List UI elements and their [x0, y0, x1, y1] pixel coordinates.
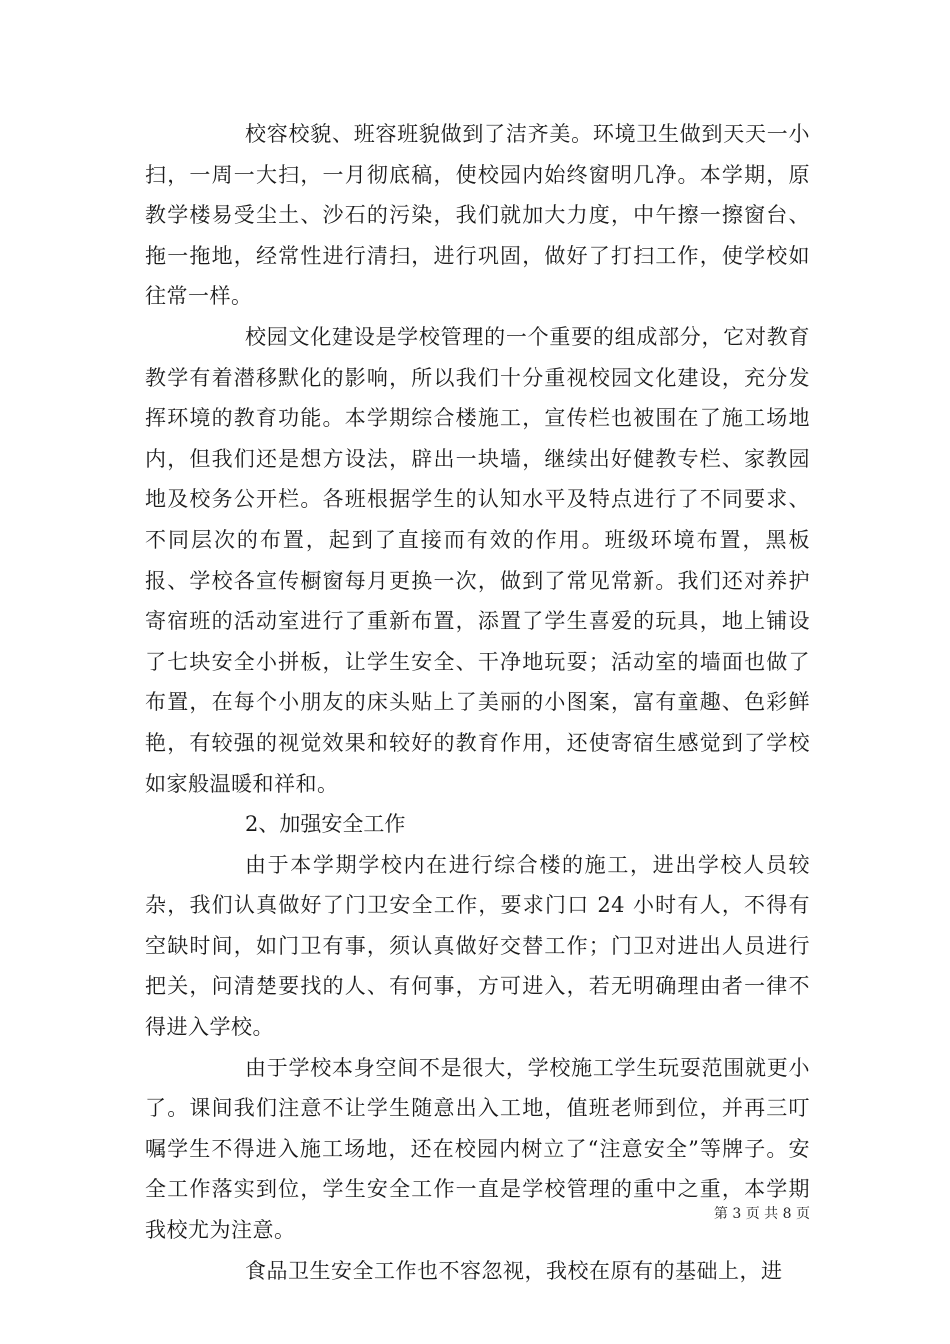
paragraph-gate-security: 由于本学期学校内在进行综合楼的施工，进出学校人员较杂，我们认真做好了门卫安全工作，要求门口 24 小时有人，不得有空缺时间，如门卫有事，须认真做好交替工作；门卫对进出人员进行把关，问清楚要找的人、有何事，方可进入，若无明确理由者一律不得进入学校。: [145, 852, 810, 1040]
section-heading-safety: 2、加强安全工作: [245, 812, 406, 837]
paragraph-construction-safety: 由于学校本身空间不是很大，学校施工学生玩耍范围就更小了。课间我们注意不让学生随意出入工地，值班老师到位，并再三叮嘱学生不得进入施工场地，还在校园内树立了“注意安全”等牌子。安全工作落实到位，学生安全工作一直是学校管理的重中之重，本学期我校尤为注意。: [145, 1055, 810, 1243]
paragraph-food-safety: 食品卫生安全工作也不容忽视，我校在原有的基础上，进: [245, 1258, 783, 1283]
paragraph-campus-culture: 校园文化建设是学校管理的一个重要的组成部分，它对教育教学有着潜移默化的影响，所以我们十分重视校园文化建设，充分发挥环境的教育功能。本学期综合楼施工，宣传栏也被围在了施工场地内，但我们还是想方设法，辟出一块墙，继续出好健教专栏、家教园地及校务公开栏。各班根据学生的认知水平及特点进行了不同要求、不同层次的布置，起到了直接而有效的作用。班级环境布置，黑板报、学校各宣传橱窗每月更换一次，做到了常见常新。我们还对养护寄宿班的活动室进行了重新布置，添置了学生喜爱的玩具，地上铺设了七块安全小拼板，让学生安全、干净地玩耍；活动室的墙面也做了布置，在每个小朋友的床头贴上了美丽的小图案，富有童趣、色彩鲜艳，有较强的视觉效果和较好的教育作用，还使寄宿生感觉到了学校如家般温暖和祥和。: [145, 324, 810, 796]
document-body: [145, 114, 810, 1291]
paragraph-campus-appearance: 校容校貌、班容班貌做到了洁齐美。环境卫生做到天天一小扫，一周一大扫，一月彻底稿，使校园内始终窗明几净。本学期，原教学楼易受尘土、沙石的污染，我们就加大力度，中午擦一擦窗台、拖一拖地，经常性进行清扫，进行巩固，做好了打扫工作，使学校如往常一样。: [145, 122, 810, 309]
page-number: 第 3 页 共 8 页: [713, 1206, 810, 1222]
